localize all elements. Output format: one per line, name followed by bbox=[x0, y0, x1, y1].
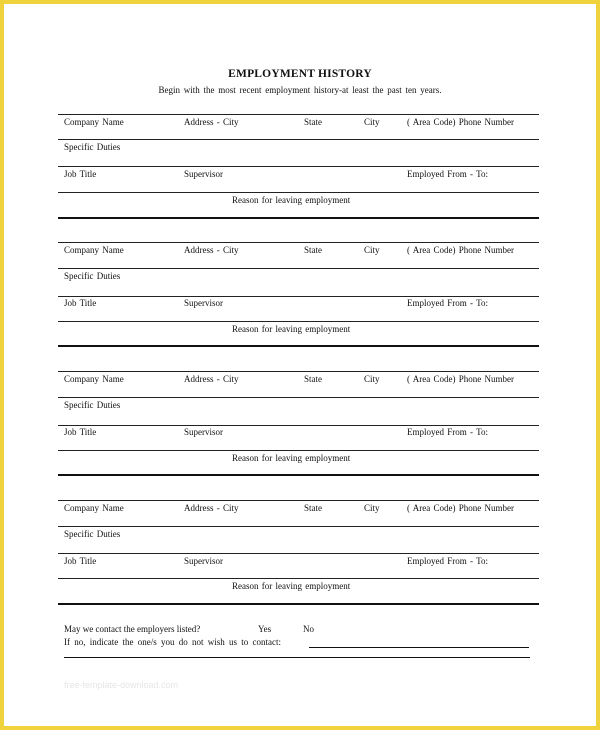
row-divider bbox=[58, 296, 539, 297]
address-city-label: Address - City bbox=[184, 117, 239, 127]
contact-yes-option[interactable]: Yes bbox=[258, 624, 272, 634]
reason-leaving-label: Reason for leaving employment bbox=[232, 453, 351, 463]
row-divider bbox=[58, 526, 539, 527]
phone-label: ( Area Code) Phone Number bbox=[407, 503, 514, 513]
state-label: State bbox=[304, 503, 322, 513]
form-page bbox=[4, 4, 596, 726]
row-divider bbox=[58, 139, 539, 140]
specific-duties-label: Specific Duties bbox=[64, 271, 121, 281]
address-city-label: Address - City bbox=[184, 503, 239, 513]
row-divider bbox=[58, 553, 539, 554]
section-divider bbox=[58, 217, 539, 219]
section-divider bbox=[58, 603, 539, 605]
address-city-label: Address - City bbox=[184, 245, 239, 255]
do-not-contact-field[interactable] bbox=[309, 647, 529, 648]
row-divider bbox=[58, 450, 539, 451]
supervisor-label: Supervisor bbox=[184, 427, 223, 437]
row-divider bbox=[58, 321, 539, 322]
employment-entry-4 bbox=[58, 500, 539, 604]
employed-from-to-label: Employed From - To: bbox=[407, 169, 488, 179]
row-divider bbox=[58, 114, 539, 115]
reason-leaving-label: Reason for leaving employment bbox=[232, 195, 351, 205]
job-title-label: Job Title bbox=[64, 298, 97, 308]
watermark: free-template-download.com bbox=[64, 680, 179, 690]
job-title-label: Job Title bbox=[64, 427, 97, 437]
supervisor-label: Supervisor bbox=[184, 298, 223, 308]
state-label: State bbox=[304, 245, 322, 255]
row-divider bbox=[58, 268, 539, 269]
supervisor-label: Supervisor bbox=[184, 169, 223, 179]
row-divider bbox=[58, 192, 539, 193]
row-divider bbox=[58, 425, 539, 426]
contact-question: May we contact the employers listed? bbox=[64, 624, 201, 634]
phone-label: ( Area Code) Phone Number bbox=[407, 117, 514, 127]
reason-leaving-label: Reason for leaving employment bbox=[232, 324, 351, 334]
supervisor-label: Supervisor bbox=[184, 556, 223, 566]
employment-entry-3 bbox=[58, 371, 539, 475]
city-label: City bbox=[364, 503, 380, 513]
phone-label: ( Area Code) Phone Number bbox=[407, 374, 514, 384]
employment-entry-1 bbox=[58, 114, 539, 218]
specific-duties-label: Specific Duties bbox=[64, 529, 121, 539]
row-divider bbox=[58, 500, 539, 501]
row-divider bbox=[58, 242, 539, 243]
company-name-label: Company Name bbox=[64, 245, 124, 255]
contact-no-option[interactable]: No bbox=[303, 624, 314, 634]
form-subtitle: Begin with the most recent employment history-at least the past ten years. bbox=[158, 85, 442, 95]
city-label: City bbox=[364, 117, 380, 127]
do-not-contact-field-line-2[interactable] bbox=[64, 657, 530, 658]
row-divider bbox=[58, 166, 539, 167]
row-divider bbox=[58, 397, 539, 398]
company-name-label: Company Name bbox=[64, 117, 124, 127]
state-label: State bbox=[304, 117, 322, 127]
state-label: State bbox=[304, 374, 322, 384]
company-name-label: Company Name bbox=[64, 374, 124, 384]
if-no-instruction: If no, indicate the one/s you do not wish us to contact: bbox=[64, 637, 281, 647]
row-divider bbox=[58, 371, 539, 372]
row-divider bbox=[58, 578, 539, 579]
employed-from-to-label: Employed From - To: bbox=[407, 556, 488, 566]
phone-label: ( Area Code) Phone Number bbox=[407, 245, 514, 255]
address-city-label: Address - City bbox=[184, 374, 239, 384]
employment-entry-2 bbox=[58, 242, 539, 346]
company-name-label: Company Name bbox=[64, 503, 124, 513]
specific-duties-label: Specific Duties bbox=[64, 400, 121, 410]
employed-from-to-label: Employed From - To: bbox=[407, 427, 488, 437]
job-title-label: Job Title bbox=[64, 169, 97, 179]
form-title: EMPLOYMENT HISTORY bbox=[228, 68, 372, 80]
specific-duties-label: Specific Duties bbox=[64, 142, 121, 152]
section-divider bbox=[58, 345, 539, 347]
city-label: City bbox=[364, 245, 380, 255]
city-label: City bbox=[364, 374, 380, 384]
section-divider bbox=[58, 474, 539, 476]
job-title-label: Job Title bbox=[64, 556, 97, 566]
reason-leaving-label: Reason for leaving employment bbox=[232, 581, 351, 591]
employed-from-to-label: Employed From - To: bbox=[407, 298, 488, 308]
